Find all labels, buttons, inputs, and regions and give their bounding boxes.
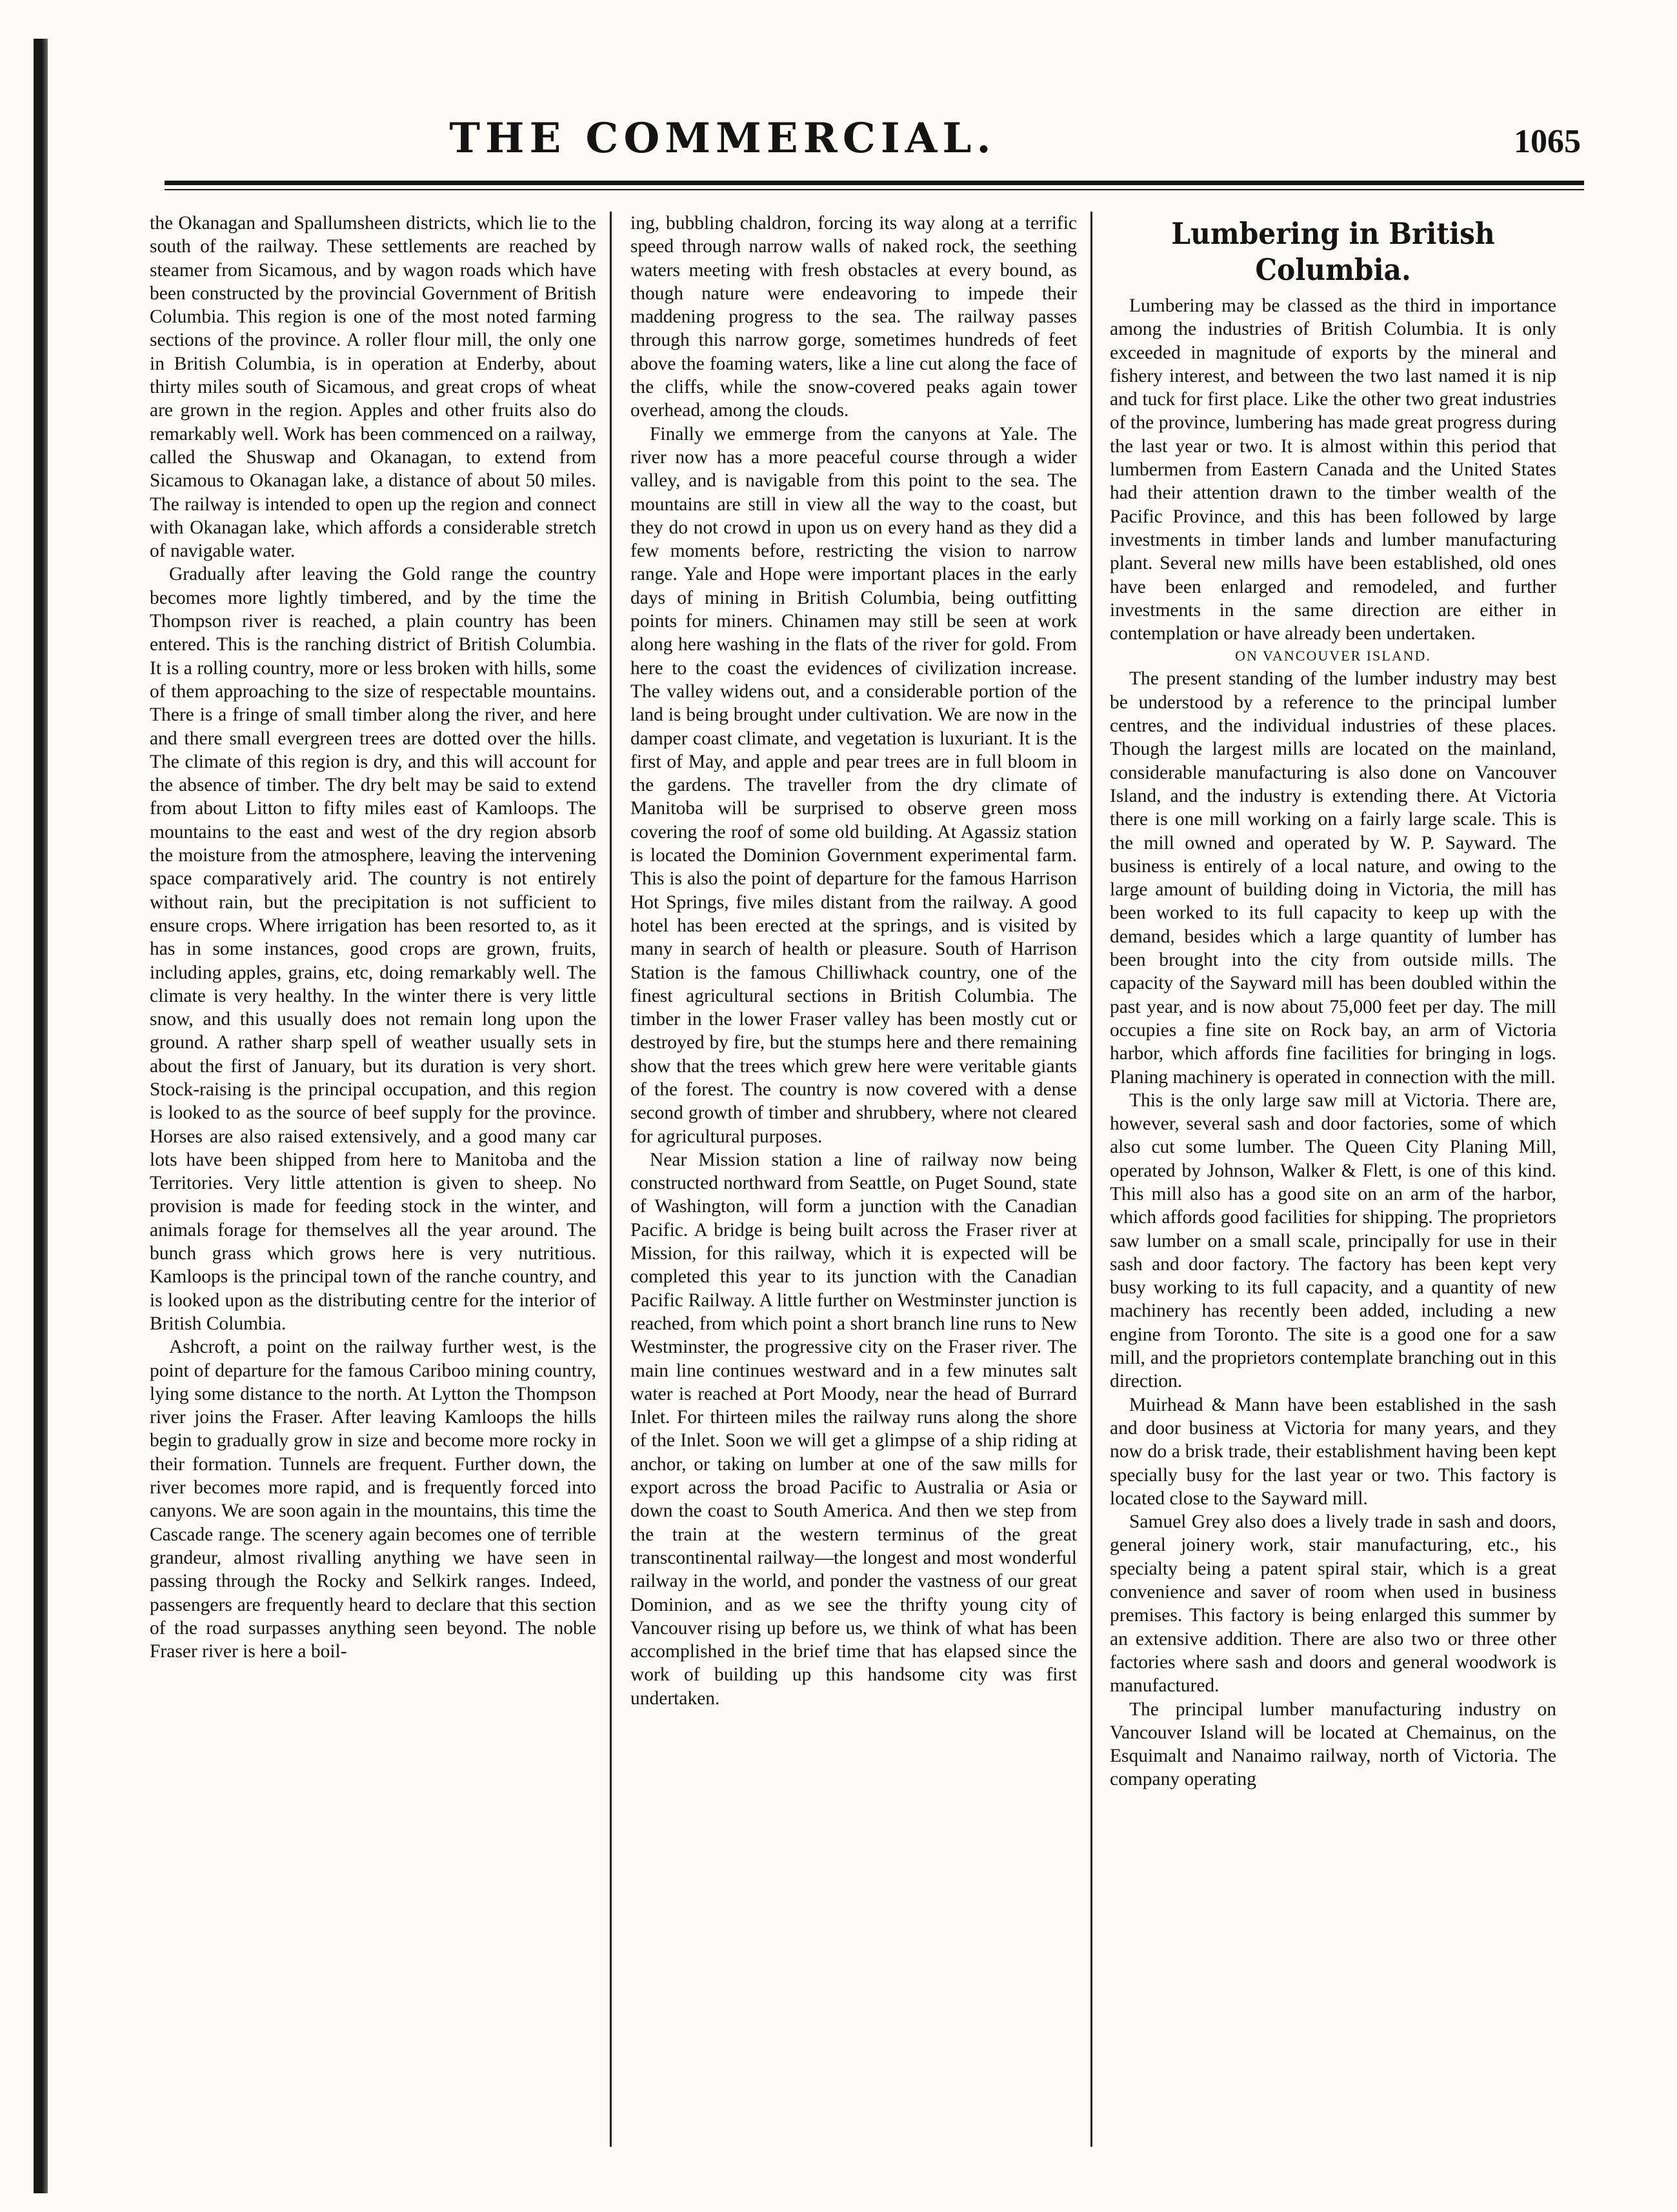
article-headline: Lumbering in British Columbia.	[1171, 216, 1495, 287]
header-rule	[165, 181, 1584, 185]
masthead-title: THE COMMERCIAL.	[449, 114, 996, 163]
column-1	[150, 212, 596, 2147]
paragraph: the Okanagan and Spallumsheen districts, which lie to the south of the railway. These settlements are reached by steamer from Sicamous, and by wagon roads which have been constructed by the provincial Government of British Columbia. This region is one of the most noted farming sections of the province. A roller flour mill, the only one in British Columbia, is in operation at Enderby, about thirty miles south of Sicamous, and great crops of wheat are grown in the region. Apples and other fruits also do remarkably well. Work has been commenced on a railway, called the Shuswap and Okanagan, to extend from Sicamous to Okanagan lake, a distance of about 50 miles. The railway is intended to open up the region and connect with Okanagan lake, which affords a considerable stretch of navigable water.	[150, 213, 596, 562]
column-2	[630, 212, 1077, 2147]
paragraph: Lumbering may be classed as the third in importance among the industries of British Columbia. It is only exceeded in magnitude of exports by the mineral and fishery interest, and between the two last named it is nip and tuck for first place. Like the other two great industries of the province, lumbering has made great progress during the last year or two. It is almost within this period that lumbermen from Eastern Canada and the United States had their attention drawn to the timber wealth of the Pacific Province, and this has been followed by large investments in timber lands and lumber manufacturing plant. Several new mills have been established, old ones have been enlarged and remodeled, and further investments in the same direction are either in contemplation or have already been undertaken.	[1110, 295, 1556, 644]
page-number: 1065	[1514, 123, 1581, 160]
section-subhead: ON VANCOUVER ISLAND.	[1235, 648, 1431, 664]
paragraph: Samuel Grey also does a lively trade in sash and doors, general joinery work, stair manufacturing, etc., his specialty being a patent spiral stair, which is a great convenience and saver of room when used in business premises. This factory is being enlarged this summer by an extensive addition. There are also two or three other factories where sash and doors and general woodwork is manufactured.	[1110, 1511, 1556, 1697]
column-3	[1110, 212, 1556, 2147]
paragraph: The present standing of the lumber industry may best be understood by a reference to the principal lumber centres, and the individual industries of these places. Though the largest mills are located on the mainland, considerable manufacturing is also done on Vancouver Island, and the industry is extending there. At Victoria there is one mill working on a fairly large scale. This is the mill owned and operated by W. P. Sayward. The business is entirely of a local nature, and owing to the large amount of building doing in Victoria, the mill has been worked to its full capacity to keep up with the demand, besides which a large quantity of lumber has been brought into the city from outside mills. The capacity of the Sayward mill has been doubled within the past year, and is now about 75,000 feet per day. The mill occupies a fine site on Rock bay, an arm of Victoria harbor, which affords fine facilities for bringing in logs. Planing machinery is operated in connection with the mill.	[1110, 668, 1556, 1088]
header-rule-thin	[165, 189, 1584, 190]
paragraph: Near Mission station a line of railway now being constructed northward from Seattle, on Puget Sound, state of Washington, will form a junction with the Canadian Pacific. A bridge is being built across the Fraser river at Mission, for this railway, which it is expected will be completed this year to its junction with the Canadian Pacific Railway. A little further on Westminster junction is reached, from which point a short branch line runs to New Westminster, the progressive city on the Fraser river. The main line continues westward and in a few minutes salt water is reached at Port Moody, near the head of Burrard Inlet. For thirteen miles the railway runs along the shore of the Inlet. Soon we will get a glimpse of a ship riding at anchor, or taking on lumber at one of the saw mills for export across the broad Pacific to Australia or Asia or down the coast to South America. And then we step from the train at the western terminus of the great transcontinental railway—the longest and most wonderful railway in the world, and ponder the vastness of our great Dominion, and as we see the thrifty young city of Vancouver rising up before us, we think of what has been accomplished in the brief time that has elapsed since the work of building up this handsome city was first undertaken.	[630, 1149, 1077, 1709]
paragraph: ing, bubbling chaldron, forcing its way along at a terrific speed through narrow walls of naked rock, the seething waters meeting with fresh obstacles at every bound, as though nature were endeavoring to impede their maddening progress to the sea. The railway passes through this narrow gorge, sometimes hundreds of feet above the foaming waters, like a line cut along the face of the cliffs, while the snow-covered peaks again tower overhead, among the clouds.	[630, 213, 1077, 421]
column-divider	[610, 212, 612, 2147]
column-divider	[1090, 212, 1092, 2147]
paragraph: This is the only large saw mill at Victoria. There are, however, several sash and door factories, some of which also cut some lumber. The Queen City Planing Mill, operated by Johnson, Walker & Flett, is one of this kind. This mill also has a good site on an arm of the harbor, which affords good facilities for shipping. The proprietors saw lumber on a small scale, principally for use in their sash and door factory. The factory has been kept very busy working to its full capacity, and a quantity of new machinery has recently been added, including a new engine from Toronto. The site is a good one for a saw mill, and the proprietors contemplate branching out in this direction.	[1110, 1090, 1556, 1392]
paragraph: The principal lumber manufacturing industry on Vancouver Island will be located at Chemainus, on the Esquimalt and Nanaimo railway, north of Victoria. The company operating	[1110, 1699, 1556, 1790]
paragraph: Finally we emmerge from the canyons at Yale. The river now has a more peaceful course through a wider valley, and is navigable from this point to the sea. The mountains are still in view all the way to the coast, but they do not crowd in upon us on every hand as they did a few moments before, restricting the vision to narrow range. Yale and Hope were important places in the early days of mining in British Columbia, being outfitting points for miners. Chinamen may still be seen at work along here washing in the flats of the river for gold. From here to the coast the evidences of civilization increase. The valley widens out, and a considerable portion of the land is being brought under cultivation. We are now in the damper coast climate, and vegetation is luxuriant. It is the first of May, and apple and pear trees are in full bloom in the gardens. The traveller from the dry climate of Manitoba will be surprised to observe green moss covering the roof of some old building. At Agassiz station is located the Dominion Government experimental farm. This is also the point of departure for the famous Harrison Hot Springs, five miles distant from the railway. A good hotel has been erected at the springs, and is visited by many in search of health or pleasure. South of Harrison Station is the famous Chilliwhack country, one of the finest agricultural sections in British Columbia. The timber in the lower Fraser valley has been mostly cut or destroyed by fire, but the stumps here and there remaining show that the trees which grew here were veritable giants of the forest. The country is now covered with a dense second growth of timber and shrubbery, where not cleared for agricultural purposes.	[630, 423, 1077, 1147]
paragraph: Muirhead & Mann have been established in the sash and door business at Victoria for many years, and they now do a brisk trade, their establishment having been kept specially busy for the last year or two. This factory is located close to the Sayward mill.	[1110, 1394, 1556, 1509]
page-binding-shadow	[34, 39, 48, 2193]
paragraph: Gradually after leaving the Gold range the country becomes more lightly timbered, and by the time the Thompson river is reached, a plain country has been entered. This is the ranching district of British Columbia. It is a rolling country, more or less broken with hills, some of them approaching to the size of respectable mountains. There is a fringe of small timber along the river, and here and there small evergreen trees are dotted over the hills. The climate of this region is dry, and this will account for the absence of timber. The dry belt may be said to extend from about Litton to fifty miles east of Kamloops. The mountains to the east and west of the dry region absorb the moisture from the atmosphere, leaving the intervening space comparatively arid. The country is not entirely without rain, but the precipitation is not sufficient to ensure crops. Where irrigation has been resorted to, as it has in some instances, good crops are grown, fruits, including apples, grains, etc, doing remarkably well. The climate is very healthy. In the winter there is very little snow, and this usually does not remain long upon the ground. A rather sharp spell of weather usually sets in about the first of January, but its duration is very short. Stock-raising is the principal occupation, and this region is looked to as the source of beef supply for the province. Horses are also raised extensively, and a good many car lots have been shipped from here to Manitoba and the Territories. Very little attention is given to sheep. No provision is made for feeding stock in the winter, and animals forage for themselves all the year around. The bunch grass which grows here is very nutritious. Kamloops is the principal town of the ranche country, and is looked upon as the distributing centre for the interior of British Columbia.	[150, 564, 596, 1334]
paragraph: Ashcroft, a point on the railway further west, is the point of departure for the famous Cariboo mining country, lying some distance to the north. At Lytton the Thompson river joins the Fraser. After leaving Kamloops the hills begin to gradually grow in size and become more rocky in their formation. Tunnels are frequent. Further down, the river becomes more rapid, and is frequently forced into canyons. We are soon again in the mountains, this time the Cascade range. The scenery again becomes one of terrible grandeur, almost rivalling anything we have seen in passing through the Rocky and Selkirk ranges. Indeed, passengers are frequently heard to declare that this section of the road surpasses anything seen beyond. The noble Fraser river is here a boil-	[150, 1337, 596, 1662]
